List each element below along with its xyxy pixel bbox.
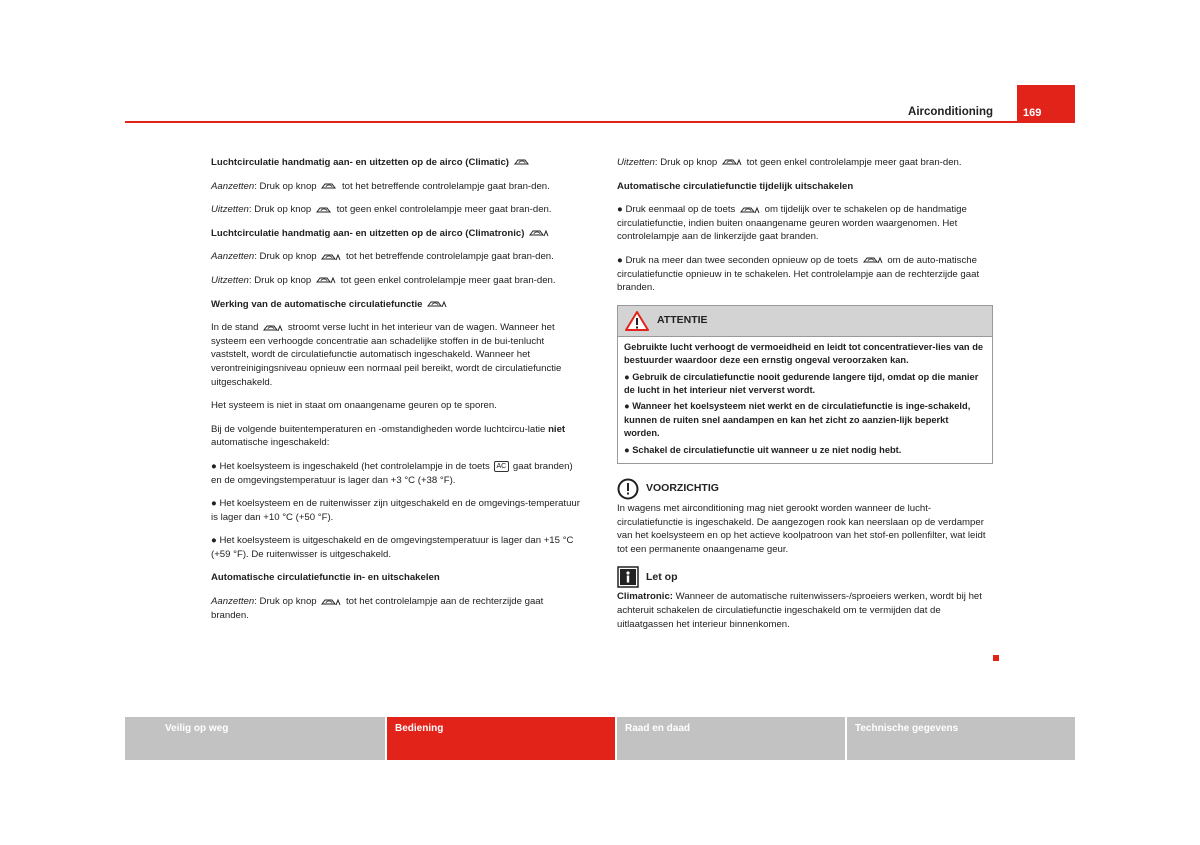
paragraph: Aanzetten: Druk op knop tot het betreffende controlelampje gaat bran-den. bbox=[211, 251, 554, 263]
header-rule bbox=[125, 121, 1075, 123]
section-heading: Automatische circulatiefunctie in- en uitschakelen bbox=[211, 572, 440, 584]
section-heading: Automatische circulatiefunctie tijdelijk uitschakelen bbox=[617, 180, 854, 192]
caution-title: VOORZICHTIG bbox=[646, 482, 719, 495]
left-column bbox=[211, 156, 583, 632]
paragraph: Uitzetten: Druk op knop tot geen enkel controlelampje meer gaat bran-den. bbox=[211, 204, 552, 216]
recirculation-auto-car-icon bbox=[427, 300, 447, 308]
chapter-tabs bbox=[125, 717, 1075, 760]
tab-raad-en-daad[interactable]: Raad en daad bbox=[617, 717, 845, 760]
recirculation-auto-car-icon bbox=[263, 324, 283, 332]
list-item: ● Het koelsysteem is ingeschakeld (het controlelampje in de toets AC gaat branden) en de omgevingstemperatuur is lager dan +3 °C (+38 °F). bbox=[211, 460, 573, 486]
caution-text: In wagens met airconditioning mag niet gerookt worden wanneer de lucht-circulatiefunctie is ingeschakeld. De aangezogen rook kan neerslaan op de verdamper van het koelsysteem en op het actieve koolpatroon van het stof-en pollenfilter, wat leidt tot een permanente onaangename geur. bbox=[617, 503, 986, 555]
tab-technische-gegevens[interactable]: Technische gegevens bbox=[847, 717, 1075, 760]
exclamation-circle-icon bbox=[617, 478, 639, 500]
warning-body bbox=[618, 337, 992, 463]
paragraph: Bij de volgende buitentemperaturen en -omstandigheden worde luchtcircu-latie niet automatische ingeschakeld: bbox=[211, 423, 566, 449]
paragraph: Uitzetten: Druk op knop tot geen enkel controlelampje meer gaat bran-den. bbox=[617, 157, 962, 168]
list-item: ● Druk na meer dan twee seconden opnieuw op de toets om de auto-matische circulatiefunctie opnieuw in te schakelen. Het controlelampje aan de rechterzijde gaat branden. bbox=[617, 254, 980, 294]
right-column bbox=[617, 156, 993, 641]
list-item: ● Druk eenmaal op de toets om tijdelijk over te schakelen op de handmatige circulatiefunctie, indien buiten onaangename geuren worden waargenomen. Het controlelampje aan de linkerzijde gaat branden. bbox=[617, 204, 967, 243]
recirculation-auto-car-icon bbox=[321, 598, 341, 606]
recirculation-auto-car-icon bbox=[863, 256, 883, 264]
section-heading: Luchtcirculatie handmatig aan- en uitzetten op de airco (Climatronic) bbox=[211, 227, 583, 241]
note-text: Climatronic: Wanneer de automatische ruitenwissers-/sproeiers werken, wordt bij het achteruit schakelen de circulatiefunctie ingeschakeld om te vermijden dat de uitlaatgassen het interieur binnenkomen. bbox=[617, 591, 982, 630]
caution-header bbox=[617, 478, 993, 500]
recirculation-car-icon bbox=[316, 206, 332, 214]
recirculation-auto-car-icon bbox=[529, 229, 549, 237]
recirculation-auto-car-icon bbox=[316, 276, 336, 284]
note-header bbox=[617, 566, 993, 588]
paragraph: Aanzetten: Druk op knop tot het controlelampje aan de rechterzijde gaat branden. bbox=[211, 596, 544, 621]
section-heading: Werking van de automatische circulatiefunctie bbox=[211, 298, 583, 312]
section-end-marker bbox=[993, 655, 999, 661]
info-icon bbox=[617, 566, 639, 588]
paragraph: Het systeem is niet in staat om onaangename geuren op te sporen. bbox=[211, 400, 497, 412]
warning-paragraph: Gebruikte lucht verhoogt de vermoeidheid en leidt tot concentratiever-lies van de bestuurder waardoor deze een ernstig ongeval veroorzaken kan. bbox=[624, 341, 984, 366]
warning-title: ATTENTIE bbox=[657, 313, 708, 326]
warning-paragraph: ● Wanneer het koelsysteem niet werkt en de circulatiefunctie is inge-schakeld, kunnen de ruiten snel aandampen en kan het zicht zo aanzien-lijk beperkt worden. bbox=[624, 401, 971, 439]
recirculation-auto-car-icon bbox=[722, 158, 742, 166]
paragraph: Uitzetten: Druk op knop tot geen enkel controlelampje meer gaat bran-den. bbox=[211, 274, 556, 286]
ac-key-icon: AC bbox=[494, 461, 510, 472]
note-title: Let op bbox=[646, 570, 678, 583]
warning-paragraph: ● Schakel de circulatiefunctie uit wanneer u ze niet nodig hebt. bbox=[624, 444, 902, 455]
page-title: Airconditioning bbox=[908, 106, 993, 118]
tab-bediening[interactable]: Bediening bbox=[387, 717, 615, 760]
warning-paragraph: ● Gebruik de circulatiefunctie nooit gedurende langere tijd, omdat op die manier de lucht in het interieur niet ververst wordt. bbox=[624, 371, 979, 395]
warning-header bbox=[618, 306, 992, 337]
warning-triangle-icon bbox=[624, 310, 650, 332]
list-item: ● Het koelsysteem en de ruitenwisser zijn uitgeschakeld en de omgevings-temperatuur is lager dan +10 °C (+50 °F). bbox=[211, 498, 580, 523]
page-number: 169 bbox=[1017, 85, 1075, 123]
section-heading: Luchtcirculatie handmatig aan- en uitzetten op de airco (Climatic) bbox=[211, 156, 583, 170]
paragraph: In de stand stroomt verse lucht in het interieur van de wagen. Wanneer het systeem een verhoogde concentratie aan schadelijke stoffen in de bui-tenlucht vaststelt, wordt de circulatiefunctie automatisch ingeschakeld. Wanneer het verontreinigingsniveau opnieuw een normaal peil bereikt, wordt de circulatiefunctie uitgeschakeld. bbox=[211, 322, 562, 388]
recirculation-auto-car-icon bbox=[740, 206, 760, 214]
recirculation-car-icon bbox=[514, 158, 530, 166]
warning-box bbox=[617, 305, 993, 464]
recirculation-car-icon bbox=[321, 182, 337, 190]
paragraph: Aanzetten: Druk op knop tot het betreffende controlelampje gaat bran-den. bbox=[211, 180, 550, 192]
tab-veilig-op-weg[interactable]: Veilig op weg bbox=[125, 717, 385, 760]
list-item: ● Het koelsysteem is uitgeschakeld en de omgevingstemperatuur is lager dan +15 °C (+59 °F). De ruitenwisser is uitgeschakeld. bbox=[211, 535, 574, 560]
recirculation-auto-car-icon bbox=[321, 253, 341, 261]
